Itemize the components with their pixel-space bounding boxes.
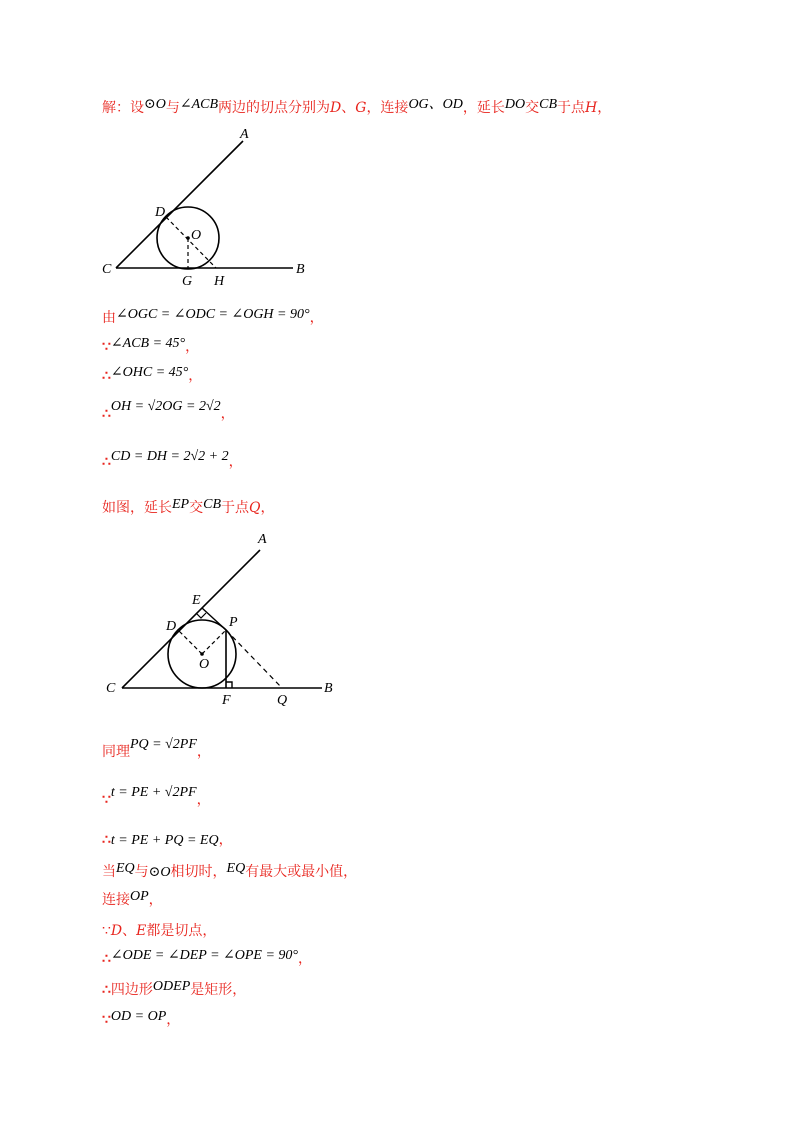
math: CB: [539, 97, 558, 112]
text: 如图，延长: [102, 500, 172, 516]
label-H: H: [214, 274, 225, 289]
text: 与: [165, 100, 180, 116]
math: EQ: [226, 861, 246, 876]
therefore-symbol: ∴: [102, 368, 111, 384]
text: ，: [220, 406, 235, 422]
solution-line-1: [102, 98, 611, 119]
math: CD = DH = 2√2 + 2: [110, 449, 229, 464]
because-symbol: ∵: [102, 923, 111, 939]
text: ，: [196, 744, 211, 760]
text: 两边的切点分别为: [218, 100, 331, 116]
math: OD = OP: [110, 1009, 167, 1024]
label-F: F: [222, 693, 231, 708]
label-A: A: [258, 532, 267, 547]
math: ⊙O: [144, 97, 166, 112]
solution-line-15: [102, 980, 246, 1001]
text: 交: [189, 500, 204, 516]
math: EQ: [116, 861, 135, 876]
text: ，: [260, 500, 275, 516]
solution-line-13: [102, 921, 216, 941]
solution-line-5: [102, 399, 235, 425]
therefore-symbol: ∴: [102, 982, 111, 998]
solution-line-12: [102, 890, 163, 911]
math: ∠OHC = 45°: [110, 365, 189, 380]
math: ⊙O: [148, 865, 171, 880]
point-label: H: [585, 100, 598, 116]
text: ，: [196, 792, 211, 808]
point-label: D: [110, 923, 123, 939]
label-Q: Q: [277, 693, 288, 708]
text: ，: [166, 1012, 181, 1028]
math: CB: [203, 497, 221, 512]
solution-line-11: [102, 862, 357, 883]
math: ODEP: [152, 979, 191, 994]
therefore-symbol: ∴: [102, 832, 111, 848]
point-label: G: [355, 100, 367, 116]
math: EP: [172, 497, 190, 512]
solution-line-8: [102, 737, 211, 763]
text: 解：设: [102, 100, 144, 116]
label-D: D: [155, 205, 166, 220]
solution-line-16: [102, 1010, 180, 1031]
solution-line-14: [102, 949, 312, 970]
label-C: C: [106, 681, 116, 696]
math: ∠ACB = 45°: [110, 336, 186, 351]
text: 连接: [102, 892, 130, 908]
math: OG、OD: [408, 97, 463, 112]
text: ，: [298, 951, 313, 967]
solution-line-6: [102, 449, 243, 473]
because-symbol: ∵: [102, 1012, 111, 1028]
text: 于点: [557, 100, 586, 116]
text: 都是切点，: [146, 923, 217, 939]
solution-line-2: [102, 308, 324, 329]
therefore-symbol: ∴: [102, 454, 111, 470]
text: ，: [228, 454, 243, 470]
because-symbol: ∵: [102, 339, 111, 355]
text: 同理: [102, 744, 130, 760]
text: 与: [134, 864, 149, 880]
label-E: E: [192, 593, 201, 608]
math: OP: [130, 889, 149, 904]
text: ，: [309, 310, 324, 326]
math: DO: [504, 97, 526, 112]
label-G: G: [182, 274, 193, 289]
text: 四边形: [110, 982, 153, 998]
label-C: C: [102, 262, 112, 277]
text: 有最大或最小值，: [245, 864, 358, 880]
math: ∠ODE = ∠DEP = ∠OPE = 90°: [110, 948, 299, 963]
text: 、: [122, 923, 137, 939]
text: 当: [102, 864, 116, 880]
text: ，: [218, 832, 233, 848]
solution-line-10: [102, 830, 233, 851]
text: 交: [525, 100, 540, 116]
therefore-symbol: ∴: [102, 406, 111, 422]
text: 于点: [221, 500, 249, 516]
text: ，: [185, 339, 200, 355]
math: OH = √2OG = 2√2: [110, 399, 221, 414]
because-symbol: ∵: [102, 792, 111, 808]
text: 由: [102, 310, 116, 326]
label-O: O: [199, 657, 210, 672]
solution-line-9: [102, 785, 211, 811]
point-label: E: [136, 923, 147, 939]
label-P: P: [229, 615, 238, 630]
label-B: B: [324, 681, 333, 696]
point-label: D: [330, 100, 342, 116]
math: t = PE + √2PF: [110, 785, 197, 800]
math: t = PE + PQ = EQ: [110, 833, 219, 848]
figure-2-diagram: [100, 528, 340, 708]
point-label: Q: [249, 500, 261, 516]
label-O: O: [191, 228, 202, 243]
text: ，连接: [366, 100, 409, 116]
text: ，: [148, 892, 163, 908]
text: ，延长: [462, 100, 505, 116]
label-B: B: [296, 262, 305, 277]
text: ，: [188, 368, 203, 384]
solution-line-4: [102, 366, 202, 387]
math: PQ = √2PF: [130, 737, 197, 752]
math: ∠ACB: [179, 97, 219, 112]
solution-line-7: [102, 498, 274, 519]
figure-1-diagram: [100, 125, 320, 290]
text: ，: [597, 100, 612, 116]
math: ∠OGC = ∠ODC = ∠OGH = 90°: [116, 307, 310, 322]
text: 是矩形，: [190, 982, 247, 998]
solution-line-3: [102, 337, 199, 358]
label-A: A: [240, 127, 249, 142]
text: 、: [341, 100, 356, 116]
text: 相切时，: [170, 864, 227, 880]
label-D: D: [166, 619, 177, 634]
therefore-symbol: ∴: [102, 951, 111, 967]
